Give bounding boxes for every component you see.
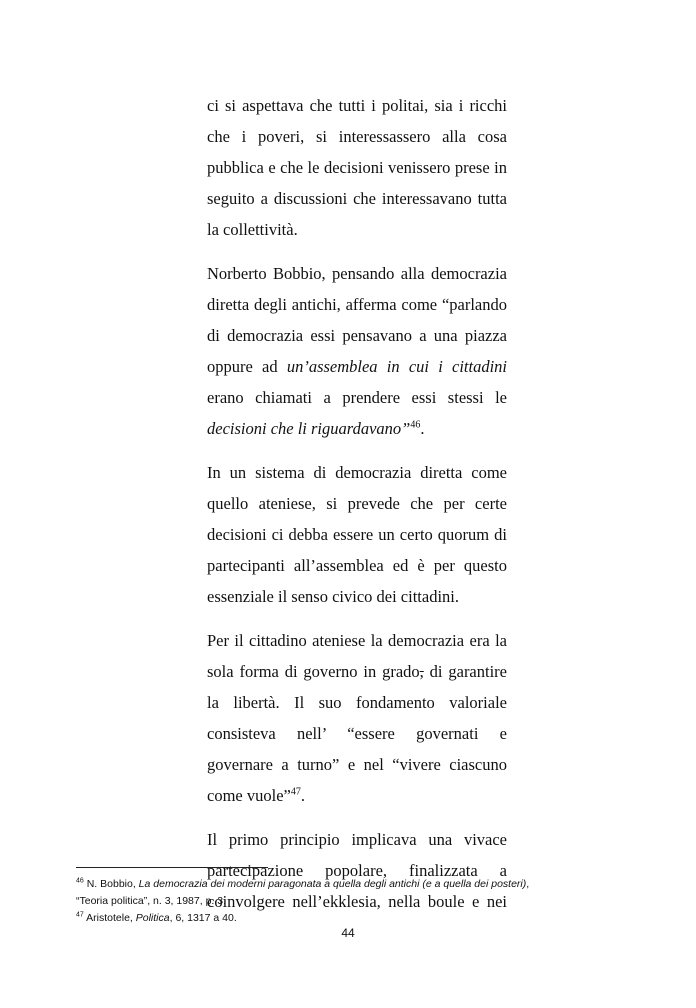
text-line: Norberto Bobbio, pensando alla democrazia — [207, 264, 507, 283]
text-line: partecipazione popolare, finalizzata a — [207, 861, 507, 880]
quoted-italic-text: un’assemblea in cui i cittadini — [286, 357, 507, 376]
text-line — [207, 780, 507, 811]
footnote-author: Aristotele, — [83, 912, 136, 924]
text-line: che i poveri, si interessassero alla cosa — [207, 127, 507, 146]
text-line: la collettività. — [207, 220, 298, 239]
footnote-tail: , 6, 1317 a 40. — [169, 912, 237, 924]
text-line: erano chiamati a prendere essi stessi le — [207, 388, 507, 407]
text-line: essenziale il senso civico dei cittadini. — [207, 587, 460, 606]
text-line: coinvolgere nell’ekklesia, nella boule e nei — [207, 892, 507, 911]
paragraph-4 — [207, 625, 507, 811]
text-line — [207, 656, 507, 687]
text-run: di garantire — [423, 662, 507, 681]
text-line: di democrazia essi pensavano a una piazza — [207, 326, 507, 345]
text-line: quello ateniese, si prevede che per certe — [207, 494, 507, 513]
text-line — [207, 351, 507, 382]
struck-comma: , — [419, 662, 424, 681]
text-line: Per il cittadino ateniese la democrazia era la — [207, 631, 507, 650]
text-line: In un sistema di democrazia diretta come — [207, 463, 507, 482]
text-line: consisteva nell’ “essere governati e — [207, 724, 507, 743]
paragraph-3 — [207, 457, 507, 612]
footnote-47 — [76, 910, 636, 927]
quoted-italic-text: decisioni che li riguardavano” — [207, 419, 411, 438]
footnote-number: 47 — [76, 911, 84, 919]
paragraph-1 — [207, 90, 507, 245]
paragraph-2 — [207, 258, 507, 444]
text-run: oppure ad — [207, 357, 287, 376]
text-run: come vuole” — [207, 786, 291, 805]
text-line: partecipanti all’assemblea ed è per questo — [207, 556, 507, 575]
footnote-title: La democrazia dei moderni paragonata a quella degli antichi (e a quella dei posteri) — [138, 878, 527, 890]
footnote-number: 46 — [76, 877, 84, 885]
text-line: decisioni ci debba essere un certo quorum di — [207, 525, 507, 544]
text-line: diretta degli antichi, afferma come “parlando — [207, 295, 507, 314]
footnote-46-continuation: “Teoria politica”, n. 3, 1987, p. 3. — [76, 895, 226, 907]
footnote-46 — [76, 876, 636, 893]
footnote-author: N. Bobbio, — [83, 878, 139, 890]
page-number: 44 — [341, 926, 355, 940]
text-run: sola forma di governo in grado — [207, 662, 420, 681]
text-line: seguito a discussioni che interessavano tutta — [207, 189, 507, 208]
text-line: Il primo principio implicava una vivace — [207, 830, 507, 849]
footnote-ref-46[interactable]: 46 — [410, 419, 421, 431]
footnote-ref-47[interactable]: 47 — [290, 786, 301, 798]
text-line: governare a turno” e nel “vivere ciascuno — [207, 755, 507, 774]
text-run: . — [420, 419, 425, 438]
footnote-tail: , — [526, 878, 530, 890]
text-line — [207, 413, 507, 444]
footnote-separator — [76, 867, 268, 868]
text-line: pubblica e che le decisioni venissero prese in — [207, 158, 507, 177]
body-text — [207, 90, 507, 930]
text-line: ci si aspettava che tutti i politai, sia i ricchi — [207, 96, 507, 115]
text-run: . — [300, 786, 305, 805]
text-line: la libertà. Il suo fondamento valoriale — [207, 693, 507, 712]
footnotes — [76, 876, 636, 927]
footnote-title: Politica — [135, 912, 170, 924]
